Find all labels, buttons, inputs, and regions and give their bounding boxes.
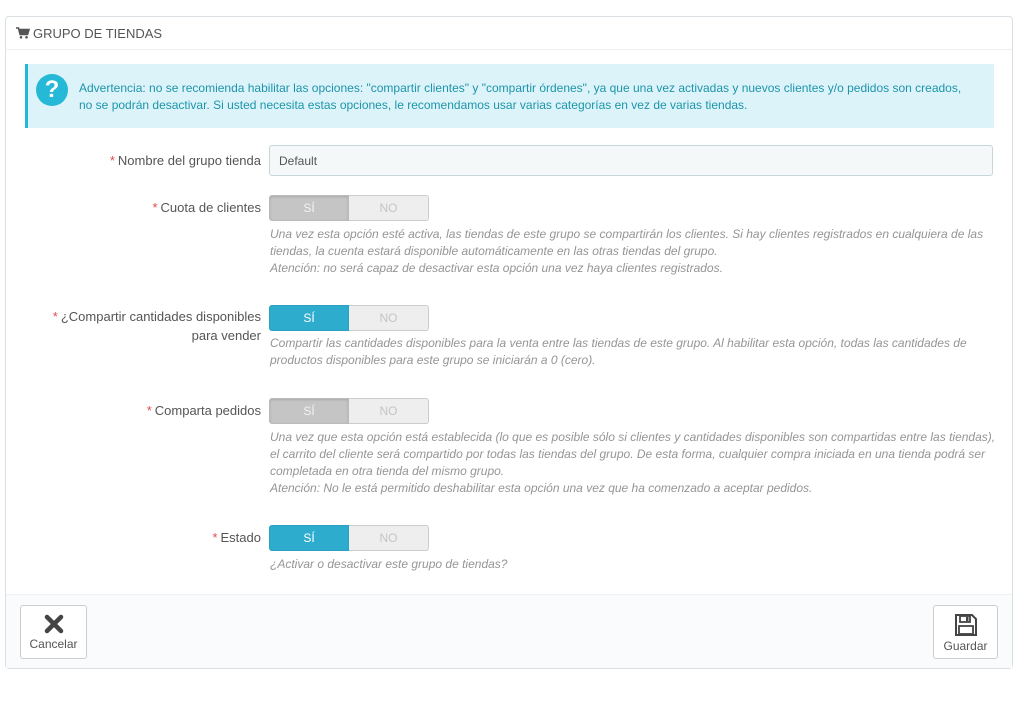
share-orders-yes[interactable]: SÍ [269,398,349,424]
close-icon [43,613,65,635]
label-text: Nombre del grupo tienda [117,153,261,168]
share-stock-no[interactable]: NO [349,305,429,331]
help-text: ¿Activar o desactivar este grupo de tiendas? [270,557,508,571]
store-group-panel [5,16,1013,669]
required-marker: * [152,200,158,215]
share-customers-yes[interactable]: SÍ [269,195,349,221]
share-customers-help [270,226,1000,277]
label-text: Estado [220,530,261,545]
panel-footer [6,594,1012,668]
field-label-name [26,151,261,170]
required-marker: * [146,403,152,418]
share-orders-switch[interactable] [269,398,429,424]
status-no[interactable]: NO [349,525,429,551]
status-help [270,556,1000,573]
alert-text: Advertencia: no se recomienda habilitar las opciones: "compartir clientes" y "compartir órdenes", ya que una vez activadas y nuevos clientes y/o pedidos son creados, no se podrán desactivar. Si usted necesita estas opciones, le recomendamos usar varias categorías en vez de varias tiendas. [79,81,962,112]
help-warning: Atención: No le está permitido deshabilitar esta opción una vez que ha comenzado a aceptar pedidos. [270,481,813,495]
panel-heading [6,17,1012,50]
field-label-status [26,528,261,547]
question-circle-icon: ? [36,74,68,106]
help-text: Una vez esta opción esté activa, las tiendas de este grupo se compartirán los clientes. Si hay clientes registrados en cualquiera de las tiendas, la cuenta estará disponible automáticamente en las otras tiendas del grupo. [270,227,984,258]
label-text: ¿Compartir cantidades disponibles [60,309,261,324]
floppy-disk-icon [954,613,978,637]
shopping-cart-icon [16,27,30,39]
save-label: Guardar [943,639,988,653]
label-text: Cuota de clientes [160,200,261,215]
cancel-label: Cancelar [29,637,78,651]
required-marker: * [109,153,115,168]
label-text: Comparta pedidos [154,403,261,418]
share-stock-yes[interactable]: SÍ [269,305,349,331]
panel-title: GRUPO DE TIENDAS [33,25,163,41]
share-stock-switch[interactable] [269,305,429,331]
share-orders-help [270,429,1000,497]
cancel-button[interactable] [20,605,87,659]
help-warning: Atención: no será capaz de desactivar esta opción una vez haya clientes registrados. [270,261,723,275]
status-yes[interactable]: SÍ [269,525,349,551]
share-customers-no[interactable]: NO [349,195,429,221]
field-label-share-stock [26,307,261,345]
warning-alert [25,64,994,128]
field-label-share-customers [26,198,261,217]
field-label-share-orders [26,401,261,420]
status-switch[interactable] [269,525,429,551]
save-button[interactable] [933,605,998,659]
label-text-line2: para vender [191,328,261,343]
share-customers-switch[interactable] [269,195,429,221]
required-marker: * [212,530,218,545]
share-orders-no[interactable]: NO [349,398,429,424]
help-text: Compartir las cantidades disponibles para la venta entre las tiendas de este grupo. Al habilitar esta opción, todas las cantidades de productos disponibles para este grupo se iniciarán a 0 (cero). [270,336,967,367]
store-group-name-input[interactable] [269,145,993,176]
share-stock-help [270,335,1000,369]
required-marker: * [52,309,58,324]
help-text: Una vez que esta opción está establecida (lo que es posible sólo si clientes y cantidades disponibles son compartidas entre las tiendas), el carrito del cliente será compartido por todas las tiendas del grupo. De esta forma, cualquier compra iniciada en una tienda podrá ser completada en otra tienda del mismo grupo. [270,430,996,478]
